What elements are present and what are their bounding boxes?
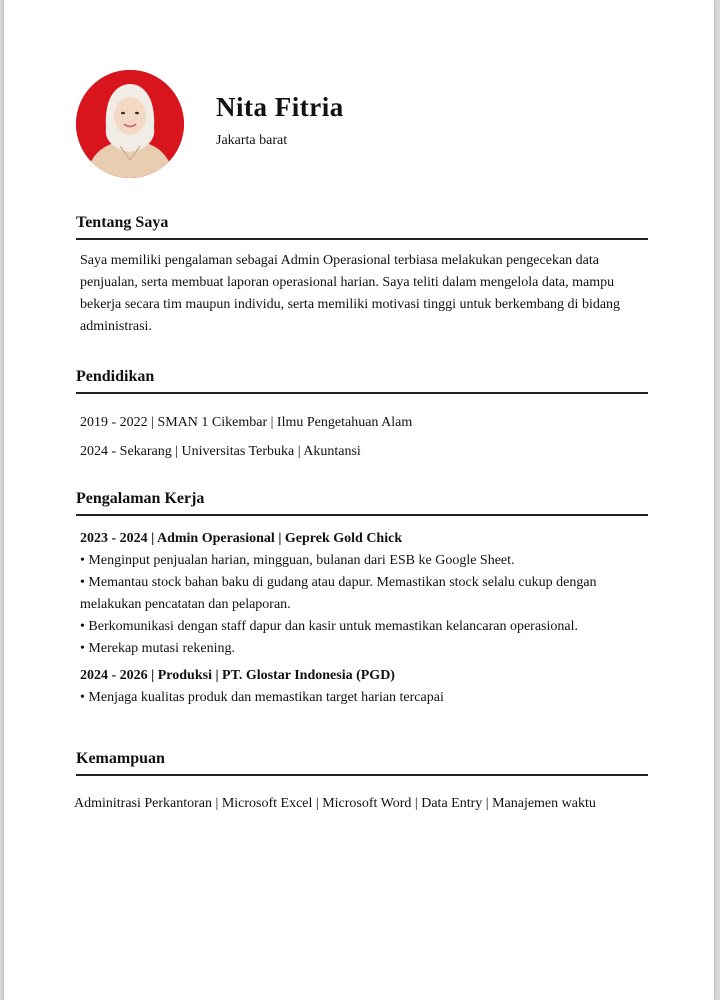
about-heading: Tentang Saya	[76, 214, 648, 240]
person-silhouette-icon	[76, 70, 184, 178]
job-bullet: • Menginput penjualan harian, mingguan, bulanan dari ESB ke Google Sheet.	[80, 553, 515, 568]
skills-heading: Kemampuan	[76, 750, 648, 776]
education-heading: Pendidikan	[76, 368, 648, 394]
resume-page	[4, 0, 714, 1000]
job-heading: 2023 - 2024 | Admin Operasional | Geprek Gold Chick	[80, 531, 403, 546]
candidate-name: Nita Fitria	[216, 92, 344, 122]
job-bullet: • Berkomunikasi dengan staff dapur dan kasir untuk memastikan kelancaran operasional.	[80, 619, 578, 634]
profile-photo	[76, 70, 184, 178]
job-heading: 2024 - 2026 | Produksi | PT. Glostar Indonesia (PGD)	[80, 668, 395, 683]
education-item: 2019 - 2022 | SMAN 1 Cikembar | Ilmu Pengetahuan Alam	[80, 415, 413, 430]
profile-header	[76, 70, 656, 180]
education-item: 2024 - Sekarang | Universitas Terbuka | Akuntansi	[80, 444, 361, 459]
experience-heading: Pengalaman Kerja	[76, 490, 648, 516]
job-bullet: • Merekap mutasi rekening.	[80, 641, 235, 656]
experience-section	[76, 490, 648, 709]
about-text: Saya memiliki pengalaman sebagai Admin Operasional terbiasa melakukan pengecekan data penjualan, serta membuat laporan operasional harian. Saya teliti dalam mengelola data, mampu bekerja secara tim maupun individu, serta memiliki motivasi tinggi untuk berkembang di bidang administrasi.	[80, 253, 621, 334]
job-bullet: • Menjaga kualitas produk dan memastikan target harian tercapai	[80, 690, 444, 705]
education-section	[76, 368, 648, 463]
about-section	[76, 214, 648, 338]
candidate-location: Jakarta barat	[216, 133, 288, 148]
skills-section	[76, 750, 648, 776]
skills-text: Adminitrasi Perkantoran | Microsoft Excel | Microsoft Word | Data Entry | Manajemen waktu	[74, 796, 596, 811]
job-bullet: • Memantau stock bahan baku di gudang atau dapur. Memastikan stock selalu cukup dengan melakukan pencatatan dan pelaporan.	[80, 575, 597, 612]
